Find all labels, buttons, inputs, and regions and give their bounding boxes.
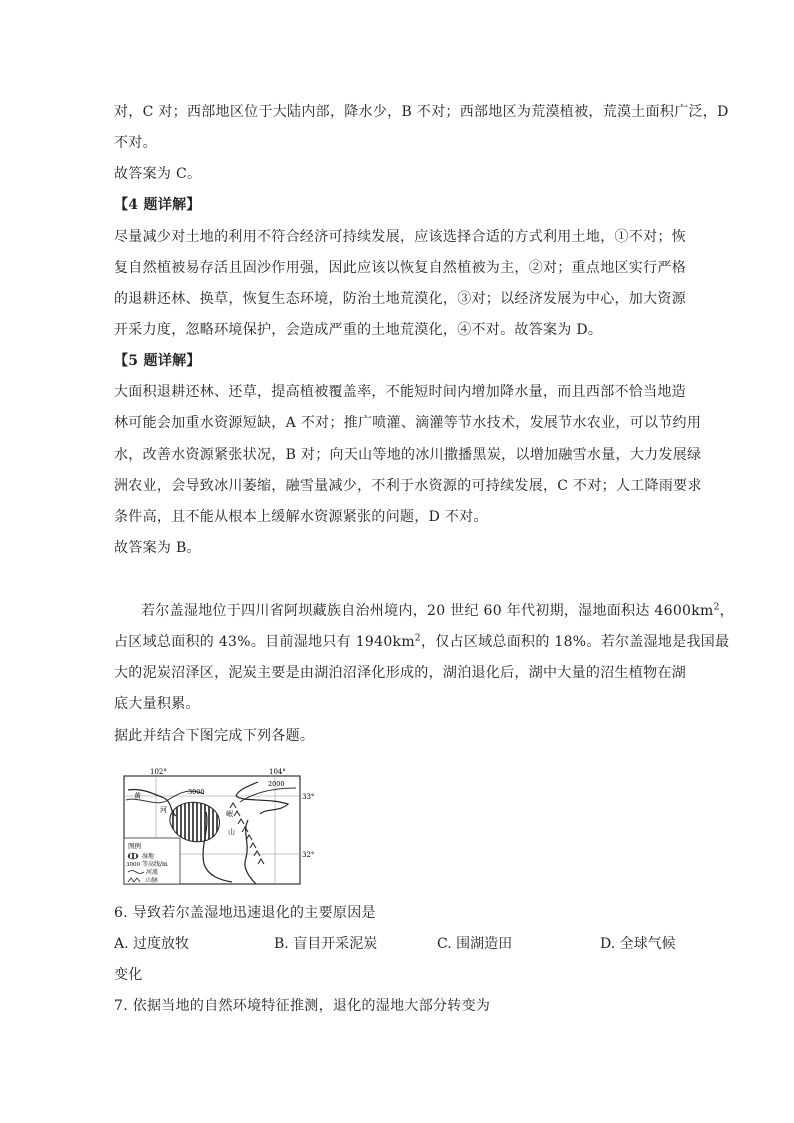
map-place-char-1: 黄 bbox=[134, 792, 141, 800]
longitude-label-104: 104° bbox=[269, 768, 286, 776]
longitude-label-102: 102° bbox=[150, 768, 167, 776]
intro-line-2 bbox=[114, 632, 729, 652]
legend-contour: 等高线/m bbox=[142, 861, 168, 868]
option-c: C. 围湖造田 bbox=[437, 936, 513, 952]
intro-line-1-superscript: 2 bbox=[713, 602, 720, 613]
intro-line-2-superscript: 2 bbox=[414, 633, 421, 644]
legend-contour-value: 3000 bbox=[126, 862, 140, 868]
paragraph-5-line-2: 林可能会加重水资源短缺，A 不对；推广喷灌、滴灌等节水技术，发展节水农业，可以节约用 bbox=[114, 415, 702, 431]
legend-wetland: 湿地 bbox=[142, 853, 155, 860]
instruction-line: 据此并结合下图完成下列各题。 bbox=[114, 728, 315, 744]
legend-title: 图例 bbox=[128, 842, 141, 850]
question-7: 7. 依据当地的自然环境特征推测，退化的湿地大部分转变为 bbox=[114, 998, 491, 1014]
legend-mountain: 山脉 bbox=[146, 877, 159, 884]
paragraph-5-line-4: 洲农业，会导致冰川萎缩，融雪量减少，不利于水资源的可持续发展，C 不对；人工降雨要求 bbox=[114, 478, 702, 494]
option-a: A. 过度放牧 bbox=[114, 936, 190, 952]
latitude-label-33: 33° bbox=[302, 793, 315, 801]
option-b: B. 盲目开采泥炭 bbox=[274, 936, 378, 952]
option-d: D. 全球气候 bbox=[600, 936, 676, 952]
intro-line-4: 底大量积累。 bbox=[114, 696, 200, 712]
intro-line-2-text: 占区域总面积的 43%。目前湿地只有 1940km bbox=[114, 634, 415, 650]
intro-line-1-end: ， bbox=[719, 603, 734, 619]
intro-line-1-text: 若尔盖湿地位于四川省阿坝藏族自治州境内，20 世纪 60 年代初期，湿地面积达 4600km bbox=[141, 603, 714, 619]
wetland-map bbox=[120, 768, 320, 886]
heading-question-5: 【5 题详解】 bbox=[114, 353, 201, 369]
paragraph-4-line-2: 复自然植被易存活且固沙作用强，因此应该以恢复自然植被为主，②对；重点地区实行严格 bbox=[114, 260, 686, 276]
map-place-char-3: 岷 bbox=[226, 810, 233, 818]
paragraph-5-line-3: 水，改善水资源紧张状况，B 对；向天山等地的冰川撒播黑炭，以增加融雪水量，大力发展绿 bbox=[114, 447, 702, 463]
answer-3: 故答案为 C。 bbox=[114, 166, 202, 182]
option-d-wrap: 变化 bbox=[114, 967, 143, 983]
legend-river: 河流 bbox=[146, 869, 159, 876]
contour-label-2000: 2000 bbox=[268, 780, 285, 788]
paragraph-4-line-4: 开采力度，忽略环境保护，会造成严重的土地荒漠化，④不对。故答案为 D。 bbox=[114, 322, 603, 338]
paragraph-5-line-5: 条件高，且不能从根本上缓解水资源紧张的问题，D 不对。 bbox=[114, 509, 488, 525]
intro-line-3: 大的泥炭沼泽区，泥炭主要是由湖泊沼泽化形成的，湖泊退化后，湖中大量的沼生植物在湖 bbox=[114, 665, 686, 681]
heading-question-4: 【4 题详解】 bbox=[114, 197, 201, 213]
paragraph-4-line-3: 的退耕还林、换草，恢复生态环境，防治土地荒漠化，③对；以经济发展为中心，加大资源 bbox=[114, 291, 686, 307]
intro-line-1 bbox=[141, 601, 734, 621]
map-place-char-4: 山 bbox=[228, 828, 235, 836]
answer-5: 故答案为 B。 bbox=[114, 540, 201, 556]
legend-wetland-swatch bbox=[128, 853, 138, 859]
paragraph-3-line-1: 对，C 对；西部地区位于大陆内部，降水少，B 不对；西部地区为荒漠植被，荒漠土面积广泛，D bbox=[114, 104, 729, 120]
contour-label-3000: 3000 bbox=[188, 788, 205, 796]
paragraph-4-line-1: 尽量减少对土地的利用不符合经济可持续发展，应该选择合适的方式利用土地，①不对；恢 bbox=[114, 229, 686, 245]
paragraph-3-line-2: 不对。 bbox=[114, 135, 157, 151]
map-legend bbox=[124, 838, 180, 884]
map-place-char-2: 河 bbox=[160, 806, 167, 814]
question-6: 6. 导致若尔盖湿地迅速退化的主要原因是 bbox=[114, 905, 376, 921]
latitude-label-32: 32° bbox=[302, 851, 315, 859]
question-6-options bbox=[114, 934, 680, 954]
intro-line-2-end: ，仅占区域总面积的 18%。若尔盖湿地是我国最 bbox=[420, 634, 730, 650]
paragraph-5-line-1: 大面积退耕还林、还草，提高植被覆盖率，不能短时间内增加降水量，而且西部不恰当地造 bbox=[114, 384, 686, 400]
